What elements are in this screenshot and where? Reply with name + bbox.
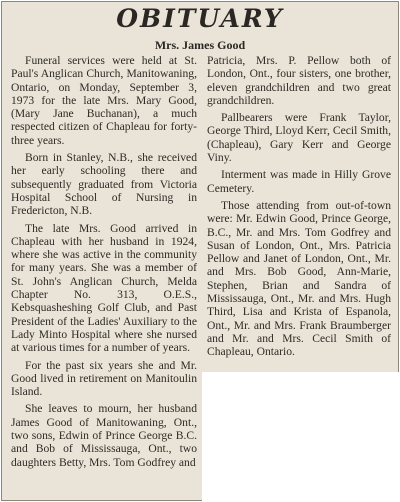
deceased-name: Mrs. James Good <box>154 38 246 52</box>
paragraph-survivors-cont: Patricia, Mrs. P. Pellow both of London, Ont., four sisters, one brother, eleven grandchildren and two great grandchildren. <box>207 54 391 107</box>
paragraph-chapleau: The late Mrs. Good arrived in Chapleau with her husband in 1924, where she was active in the community for many years. She was a member of St. John's Anglican Church, Melda Chapter No. 313, O.E.S., Kebsquasheshing Golf Club, and Past President of the Ladies' Auxiliary to the Lady Minto Hospital where she nursed at various times for a number of years. <box>11 221 197 355</box>
paragraph-birth: Born in Stanley, N.B., she received her early schooling there and subsequently graduated from Victoria Hospital School of Nursing in Fredericton, N.B. <box>11 151 197 218</box>
column-right <box>207 54 391 363</box>
column-left <box>11 54 197 473</box>
blank-area <box>202 372 400 502</box>
paragraph-interment: Interment was made in Hilly Grove Cemetery. <box>207 168 391 195</box>
paragraph-funeral: Funeral services were held at St. Paul's Anglican Church, Manitowaning, Ontario, on Monday, September 3, 1973 for the late Mrs. Mary Good, (Mary Jane Buchanan), a much respected citizen of Chapleau for forty-three years. <box>11 54 197 147</box>
paragraph-survivors: She leaves to mourn, her husband James Good of Manitowaning, Ont., two sons, Edwin of Prince George B.C. and Bob of Mississauga, Ont., two daughters Betty, Mrs. Tom Godfrey and <box>11 402 197 469</box>
paragraph-attendees: Those attending from out-of-town were: Mr. Edwin Good, Prince George, B.C., Mr. and Mrs. Tom Godfrey and Susan of London, Ont., Mrs. Patricia Pellow and Janet of London, Ont., Mr. and Mrs. Bob Good, Ann-Marie, Stephen, Brian and Sandra of Mississauga, Ont., Mr. and Mrs. Hugh Third, Lisa and Krista of Espanola, Ont., Mr. and Mrs. Frank Braumberger and Mr. and Mrs. Cecil Smith of Chapleau, Ontario. <box>207 198 391 359</box>
paragraph-retirement: For the past six years she and Mr. Good lived in retirement on Manitoulin Island. <box>11 358 197 399</box>
headline: OBITUARY <box>116 4 284 33</box>
paragraph-pallbearers: Pallbearers were Frank Taylor, George Third, Lloyd Kerr, Cecil Smith, (Chapleau), Gary Kerr and George Viny. <box>207 111 391 165</box>
